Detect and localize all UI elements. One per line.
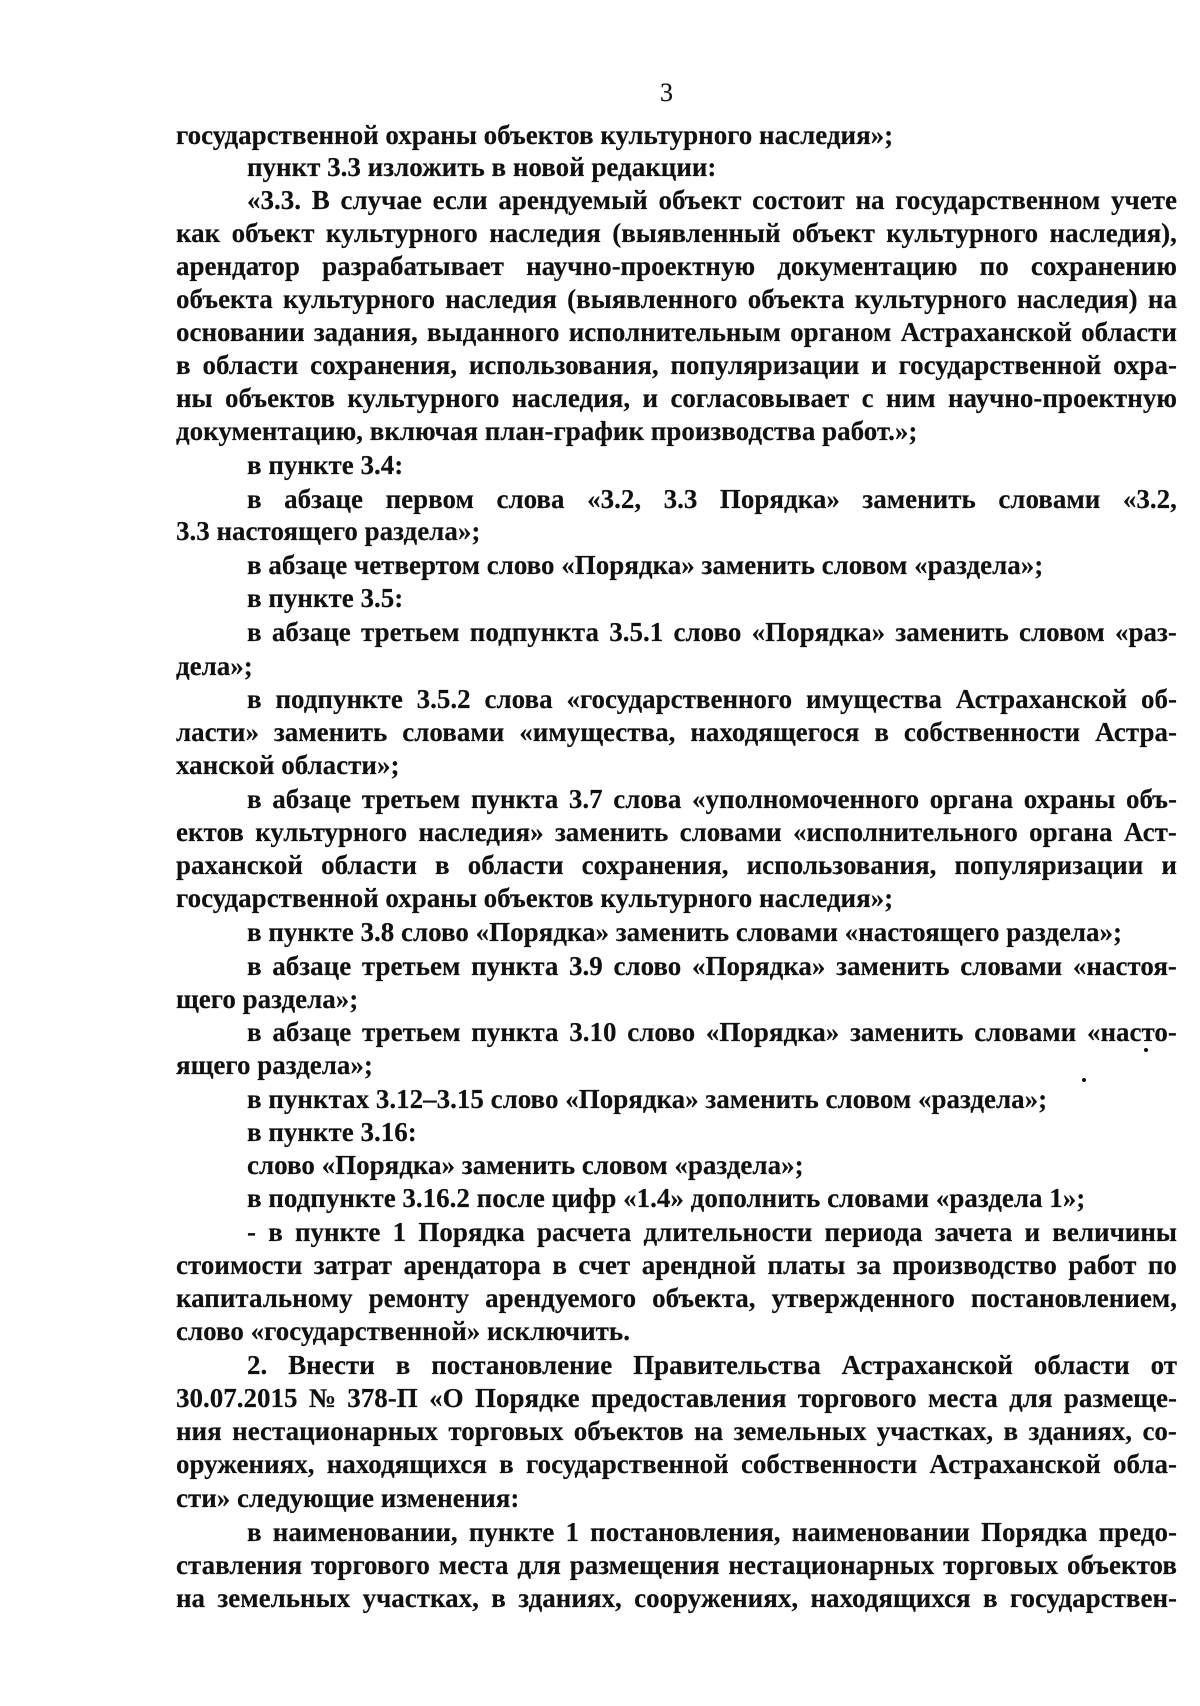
word: по — [1147, 1250, 1177, 1280]
word: первом — [385, 484, 474, 514]
text-line — [247, 684, 1177, 714]
word: пункте — [295, 1217, 381, 1247]
word: раханской — [176, 850, 303, 880]
word: «Порядка» — [692, 951, 826, 981]
word: в — [268, 1217, 283, 1247]
word: исполнительным — [568, 317, 781, 347]
text-line: дела»; — [176, 651, 253, 681]
word: в — [499, 1449, 514, 1479]
word: нестационарных — [232, 1416, 438, 1446]
text-line — [247, 951, 1177, 981]
word: ны — [176, 383, 213, 413]
text-line — [247, 1217, 1177, 1247]
word: в — [247, 484, 262, 514]
text-line — [176, 817, 1177, 847]
word: Астраханской — [955, 684, 1128, 714]
word: области — [1081, 317, 1177, 347]
word: 1 — [565, 1517, 579, 1547]
word: в — [247, 1517, 262, 1547]
word: словами — [402, 717, 505, 747]
word: области — [467, 850, 564, 880]
word: слова — [496, 484, 565, 514]
word: 30.07.2015 — [176, 1383, 298, 1413]
word: 2. — [247, 1350, 268, 1380]
word: утвержденного — [771, 1283, 955, 1313]
text-line — [176, 717, 1177, 747]
word: сохранению — [1030, 251, 1177, 281]
word: объект — [231, 218, 315, 248]
word: культурного — [282, 284, 435, 314]
word: наследия — [489, 218, 601, 248]
word: государственной — [526, 1449, 729, 1479]
word: величины — [1052, 1217, 1177, 1247]
word: 378-П — [347, 1383, 418, 1413]
word: Внести — [288, 1350, 375, 1380]
word: торговых — [448, 1416, 564, 1446]
text-line: в абзаце четвертом слово «Порядка» заменить словом «раздела»; — [247, 550, 1044, 580]
word: «О — [429, 1383, 464, 1413]
word: абзаце — [272, 951, 352, 981]
word: пункта — [470, 784, 559, 814]
word: объектов — [573, 1416, 684, 1446]
word: слово — [613, 951, 682, 981]
word: Астраханской — [929, 1449, 1101, 1479]
word: области — [1033, 1350, 1130, 1380]
word: Правительства — [633, 1350, 821, 1380]
word: торгового — [797, 1383, 917, 1413]
word: области — [321, 850, 417, 880]
text-line — [176, 1283, 1177, 1313]
word: состоит — [752, 185, 845, 215]
word: словами — [960, 951, 1063, 981]
text-line — [176, 1449, 1177, 1479]
word: размещения — [569, 1550, 720, 1580]
text-line — [176, 284, 1177, 314]
word: «Порядка» — [751, 617, 886, 647]
word: выданного — [427, 317, 560, 347]
word: популяризации — [670, 350, 860, 380]
text-line: в пунктах 3.12–3.15 слово «Порядка» заменить словом «раздела»; — [247, 1084, 1048, 1114]
text-line — [176, 1550, 1177, 1580]
text-line — [176, 850, 1177, 880]
word: научно-проектную — [947, 383, 1177, 413]
text-line — [176, 1250, 1177, 1280]
word: органа — [1029, 817, 1113, 847]
word: заменить — [836, 951, 950, 981]
word: и — [642, 383, 659, 413]
word: в — [247, 784, 262, 814]
word: наследия, — [511, 383, 631, 413]
text-line — [176, 317, 1177, 347]
word: «3.2, — [587, 484, 642, 514]
word: органа — [929, 784, 1014, 814]
word: Астраханской — [841, 1350, 1013, 1380]
word: земельных — [733, 1416, 867, 1446]
word: в — [247, 951, 262, 981]
word: заменить — [850, 1017, 964, 1047]
word: если — [432, 185, 488, 215]
word: и — [1024, 1217, 1041, 1247]
word: в — [247, 617, 262, 647]
text-line — [176, 383, 1177, 413]
word: пункта — [471, 1017, 559, 1047]
word: и — [1161, 850, 1177, 880]
word: «исполнительного — [793, 817, 1018, 847]
word: с — [861, 383, 874, 413]
word: третьем — [361, 617, 460, 647]
word: участках, — [362, 1583, 479, 1613]
word: 3.3 — [663, 484, 698, 514]
word: арендной — [641, 1250, 757, 1280]
text-line — [176, 1416, 1177, 1446]
word: № — [308, 1383, 336, 1413]
word: предоставления — [590, 1383, 787, 1413]
word: культурного — [325, 218, 478, 248]
word: культурного — [347, 383, 500, 413]
word: 1 — [392, 1217, 407, 1247]
word: стоимости — [176, 1250, 303, 1280]
text-line: ханской области»; — [176, 750, 400, 780]
word: государствен- — [1009, 1583, 1177, 1613]
word: ния — [176, 1416, 222, 1446]
word: на — [855, 185, 885, 215]
text-line — [176, 1383, 1177, 1413]
word: расчета — [536, 1217, 632, 1247]
word: для — [517, 1550, 561, 1580]
word: «Порядка» — [705, 1017, 840, 1047]
text-line — [247, 484, 1177, 514]
word: собственности — [740, 1449, 918, 1479]
word: со- — [1142, 1416, 1177, 1446]
word: работ — [1068, 1250, 1137, 1280]
word: арендуемого — [485, 1283, 637, 1313]
word: объекта — [176, 284, 273, 314]
page-number: 3 — [660, 78, 673, 107]
word: Аст- — [1123, 817, 1177, 847]
word: в — [1003, 1416, 1019, 1446]
word: - — [247, 1217, 256, 1247]
word: слово — [627, 1017, 696, 1047]
word: места — [438, 1550, 509, 1580]
word: ектов — [176, 817, 244, 847]
text-line — [176, 1583, 1177, 1613]
text-line: в подпункте 3.16.2 после цифр «1.4» дополнить словами «раздела 1»; — [247, 1183, 1086, 1213]
word: популяризации — [954, 850, 1144, 880]
scan-dot — [1144, 1048, 1148, 1052]
word: счет — [578, 1250, 631, 1280]
word: в — [552, 1250, 567, 1280]
word: постановления, — [590, 1517, 781, 1547]
word: Астра- — [1095, 717, 1177, 747]
word: слово — [673, 617, 742, 647]
word: оружениях, — [176, 1449, 315, 1479]
word: В — [311, 185, 330, 215]
word: объект — [658, 185, 742, 215]
word: наименовании — [791, 1517, 970, 1547]
word: периода — [824, 1217, 923, 1247]
word: третьем — [361, 951, 461, 981]
word: ласти» — [176, 717, 259, 747]
word: на — [694, 1416, 724, 1446]
word: 3.5.2 — [416, 684, 471, 714]
word: находящегося — [690, 717, 860, 747]
word: области — [202, 350, 299, 380]
word: в — [247, 1017, 262, 1047]
word: Порядка» — [719, 484, 840, 514]
word: разрабатывает — [322, 251, 504, 281]
word: заменить — [554, 817, 669, 847]
word: платы — [767, 1250, 846, 1280]
word: наследия) — [1017, 284, 1138, 314]
word: объектов — [1066, 1550, 1177, 1580]
text-line: ящего раздела»; — [176, 1050, 373, 1080]
word: ним — [886, 383, 936, 413]
word: культурного — [255, 817, 408, 847]
word: абзаце — [272, 1017, 352, 1047]
text-line — [247, 1350, 1177, 1380]
word: заменить — [862, 484, 976, 514]
word: подпункте — [275, 684, 403, 714]
word: зданиях, — [1028, 1416, 1133, 1446]
word: зачета — [934, 1217, 1013, 1247]
word: сохранения, — [581, 850, 729, 880]
word: и — [871, 350, 887, 380]
word: 3.9 — [569, 951, 603, 981]
text-line — [247, 617, 1177, 647]
word: «насто- — [1086, 1017, 1177, 1047]
word: длительности — [643, 1217, 813, 1247]
word: для — [1009, 1383, 1053, 1413]
scan-dot — [1082, 1078, 1086, 1082]
word: ремонту — [368, 1283, 470, 1313]
text-line — [176, 251, 1177, 281]
word: объекта, — [652, 1283, 756, 1313]
word: словами — [679, 817, 782, 847]
word: в — [982, 1583, 998, 1613]
word: согласовывает — [670, 383, 850, 413]
word: постановление — [431, 1350, 613, 1380]
word: 3.10 — [569, 1017, 617, 1047]
word: находящихся — [810, 1583, 971, 1613]
word: (выявленный — [612, 218, 781, 248]
word: «имущества, — [519, 717, 676, 747]
word: имущества — [806, 684, 942, 714]
word: Порядка — [981, 1517, 1088, 1547]
text-line — [247, 784, 1177, 814]
word: объектов — [225, 383, 335, 413]
word: производство — [892, 1250, 1057, 1280]
text-line: в пункте 3.5: — [247, 583, 404, 613]
word: за — [856, 1250, 882, 1280]
word: наследия), — [1049, 218, 1177, 248]
word: охра- — [1113, 350, 1177, 380]
word: слова — [613, 784, 682, 814]
text-line: слово «государственной» исключить. — [176, 1316, 630, 1346]
word: абзаце — [284, 484, 364, 514]
word: по — [979, 251, 1009, 281]
word: ставления — [176, 1550, 303, 1580]
word: органом — [790, 317, 892, 347]
word: собственности — [903, 717, 1081, 747]
word: объ- — [1125, 784, 1177, 814]
word: обла- — [1113, 1449, 1177, 1479]
word: учете — [1111, 185, 1177, 215]
word: государственном — [895, 185, 1101, 215]
word: нестационарных — [728, 1550, 935, 1580]
word: словами — [998, 484, 1101, 514]
word: основании — [176, 317, 305, 347]
word: Астраханской — [900, 317, 1072, 347]
word: охраны — [1023, 784, 1116, 814]
text-line: документацию, включая план-график производства работ.»; — [176, 416, 918, 446]
word: третьем — [361, 1017, 461, 1047]
word: сооружениях, — [634, 1583, 799, 1613]
word: арендатор — [176, 251, 300, 281]
word: в — [435, 850, 450, 880]
word: наименовании, — [272, 1517, 458, 1547]
text-line: щего раздела»; — [176, 984, 359, 1014]
word: земельных — [217, 1583, 351, 1613]
word: «раз- — [1115, 617, 1177, 647]
word: словами — [974, 1017, 1077, 1047]
word: в — [395, 1350, 411, 1380]
word: «уполномоченного — [692, 784, 920, 814]
text-line — [247, 185, 1177, 215]
word: использования, — [746, 850, 937, 880]
word: в — [247, 684, 262, 714]
word: участках, — [876, 1416, 994, 1446]
word: культурного — [854, 284, 1007, 314]
word: государственной — [898, 350, 1102, 380]
word: торгового — [311, 1550, 430, 1580]
word: заменить — [895, 617, 1009, 647]
text-line — [176, 350, 1177, 380]
word: документацию — [777, 251, 958, 281]
word: случае — [340, 185, 422, 215]
word: культурного — [886, 218, 1039, 248]
word: задания, — [313, 317, 418, 347]
word: наследия» — [418, 817, 544, 847]
word: пункте — [468, 1517, 555, 1547]
word: места — [927, 1383, 998, 1413]
word: 3.7 — [568, 784, 603, 814]
word: объект — [791, 218, 875, 248]
word: торговых — [943, 1550, 1059, 1580]
text-line — [247, 1017, 1177, 1047]
word: затрат — [313, 1250, 393, 1280]
word: «настоя- — [1072, 951, 1177, 981]
word: словом — [1019, 617, 1105, 647]
word: от — [1150, 1350, 1177, 1380]
text-line: пункт 3.3 изложить в новой редакции: — [247, 152, 717, 182]
text-line: слово «Порядка» заменить словом «раздела»; — [247, 1150, 804, 1180]
word: в — [874, 717, 889, 747]
text-line: в пункте 3.4: — [247, 450, 404, 480]
word: заменить — [273, 717, 388, 747]
text-line — [247, 1517, 1177, 1547]
text-line: государственной охраны объектов культурного наследия»; — [176, 883, 894, 913]
word: арендуемый — [498, 185, 648, 215]
word: находящихся — [326, 1449, 487, 1479]
word: абзаце — [271, 617, 351, 647]
word: пункта — [471, 951, 559, 981]
text-line: сти» следующие изменения: — [176, 1483, 520, 1513]
word: «3.2, — [1122, 484, 1177, 514]
word: Порядке — [474, 1383, 580, 1413]
word: абзаце — [272, 784, 352, 814]
word: в — [491, 1583, 506, 1613]
text-line — [176, 218, 1177, 248]
word: 3.5.1 — [609, 617, 664, 647]
text-line: государственной охраны объектов культурного наследия»; — [176, 120, 894, 150]
word: об- — [1140, 684, 1177, 714]
text-line: в пункте 3.8 слово «Порядка» заменить словами «настоящего раздела»; — [247, 917, 1122, 947]
word: третьем — [361, 784, 461, 814]
word: размеще- — [1063, 1383, 1177, 1413]
word: предо- — [1098, 1517, 1177, 1547]
word: как — [176, 218, 221, 248]
word: «3.3. — [247, 185, 301, 215]
text-line: 3.3 настоящего раздела»; — [176, 516, 481, 546]
word: «государственного — [566, 684, 793, 714]
word: наследия — [445, 284, 557, 314]
word: слова — [484, 684, 553, 714]
word: на — [176, 1583, 206, 1613]
word: (выявленного — [567, 284, 738, 314]
word: сохранения, — [310, 350, 457, 380]
word: в — [176, 350, 191, 380]
word: постановлением, — [970, 1283, 1177, 1313]
word: подпункта — [469, 617, 599, 647]
word: Порядка — [418, 1217, 525, 1247]
word: научно-проектную — [526, 251, 756, 281]
word: объекта — [747, 284, 845, 314]
word: использования, — [468, 350, 659, 380]
word: арендатора — [403, 1250, 541, 1280]
word: на — [1147, 284, 1177, 314]
text-line: в пункте 3.16: — [247, 1117, 417, 1147]
word: зданиях, — [518, 1583, 622, 1613]
word: капитальному — [176, 1283, 353, 1313]
